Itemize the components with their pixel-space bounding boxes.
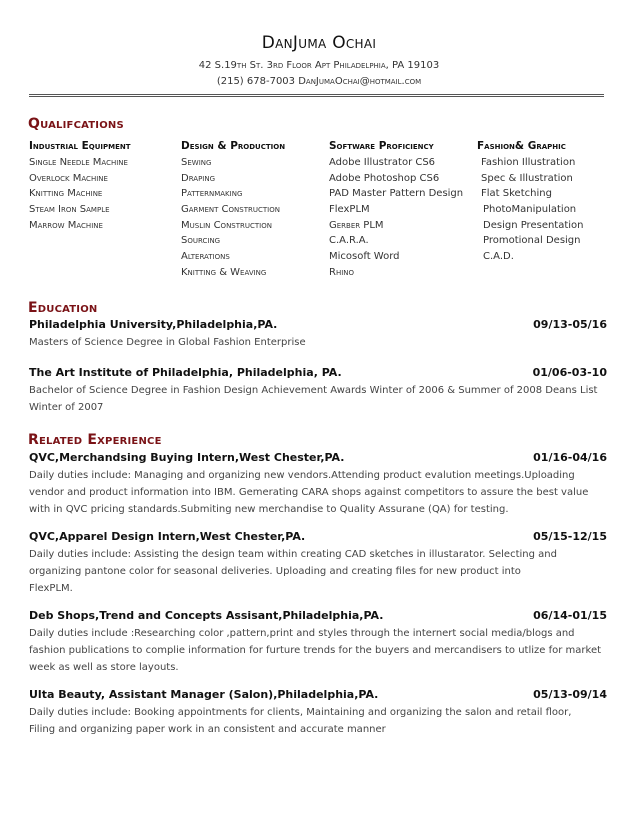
description-line: Daily duties include: Managing and organizing new vendors.Attending product evalution meetings.Uploading (29, 470, 575, 481)
qualification-item: Garment Construction (181, 204, 280, 216)
description-line: week as well as store layouts. (29, 662, 179, 673)
contact-line: (215) 678-7003 DanJumaOchai@hotmail.com (216, 76, 422, 87)
qualification-heading: Industrial Equipment (29, 140, 131, 152)
experience-entry-heading (29, 688, 607, 701)
qualification-heading: Software Proficiency (329, 140, 434, 152)
position: QVC,Merchandsing Buying Intern,West Chester,PA. (29, 451, 345, 464)
institution: Philadelphia University,Philadelphia,PA. (29, 318, 278, 331)
qualification-item: Design Presentation (483, 219, 584, 231)
qualification-item: Marrow Machine (29, 219, 103, 231)
position: QVC,Apparel Design Intern,West Chester,PA. (29, 530, 306, 543)
experience-entry-heading (29, 530, 607, 543)
qualification-item: Rhino (329, 266, 355, 278)
qualification-column-design (181, 138, 331, 281)
qualification-heading: Fashion& Graphic (477, 140, 566, 152)
qualification-item: Single Needle Machine (29, 157, 128, 168)
qualification-item: PhotoManipulation (483, 204, 577, 216)
description-line: Winter of 2007 (29, 402, 104, 413)
institution: The Art Institute of Philadelphia, Philadelphia, PA. (29, 366, 342, 379)
education-entry-description (29, 382, 609, 416)
qualification-item: Promotional Design (483, 235, 581, 247)
experience-entry-heading (29, 451, 607, 464)
date-range: 06/14-01/15 (533, 609, 607, 622)
qualification-item: Adobe Photoshop CS6 (329, 172, 440, 184)
date-range: 01/06-03-10 (532, 366, 607, 379)
qualification-item: Draping (181, 172, 216, 184)
description-line: Filing and organizing paper work in an consistent and accurate manner (29, 724, 386, 735)
qualifications-title: Qualifcations (28, 116, 124, 132)
date-range: 09/13-05/16 (533, 318, 607, 331)
education-entry-description (29, 334, 609, 351)
description-line: Daily duties include: Assisting the design team within creating CAD sketches in illustarator. Selecting and (29, 549, 557, 560)
education-entry-heading (29, 366, 607, 379)
qualification-item: Alterations (181, 251, 230, 263)
date-range: 05/15-12/15 (533, 530, 607, 543)
qualification-item: Steam Iron Sample (29, 204, 110, 216)
description-line: fashion publications to complie information for furture trends for the buyers and mercandisers to utlize for market (29, 645, 602, 656)
qualification-item: Patternmaking (181, 188, 243, 200)
address-line: 42 S.19th St. 3rd Floor Apt Philadelphia, PA 19103 (198, 60, 440, 71)
qualification-item: Adobe Illustrator CS6 (329, 157, 436, 168)
experience-entry-description (29, 546, 609, 597)
qualification-item: PAD Master Pattern Design (329, 188, 464, 200)
qualification-item: Sourcing (181, 235, 221, 247)
qualification-item: Knitting & Weaving (181, 266, 267, 278)
description-line: with in QVC pricing standards.Submiting new merchandise to Quality Assurane (QA) for testing. (29, 504, 509, 515)
qualification-item: C.A.R.A. (329, 235, 369, 247)
description-line: vendor and product information into IBM. Gemerating CARA shops against competitors to assure the best value (29, 487, 589, 498)
description-line: Daily duties include: Booking appointments for clients, Maintaining and organizing the salon and retail floor, (29, 707, 572, 718)
qualification-column-fashion (477, 138, 612, 265)
experience-entry-description (29, 625, 609, 676)
qualification-heading: Design & Production (181, 140, 286, 152)
qualification-item: Overlock Machine (29, 172, 108, 184)
education-title: Education (28, 300, 98, 316)
experience-entry-description (29, 704, 609, 738)
qualification-item: Flat Sketching (481, 188, 552, 200)
qualification-item: Sewing (181, 157, 212, 168)
experience-entry-description (29, 467, 609, 518)
description-line: FlexPLM. (29, 583, 73, 594)
qualification-item: FlexPLM (329, 204, 370, 216)
experience-title: Related Experience (28, 432, 162, 448)
qualification-column-software (329, 138, 479, 281)
qualification-item: Muslin Construction (181, 219, 272, 231)
qualification-item: Knitting Machine (29, 188, 103, 200)
date-range: 01/16-04/16 (533, 451, 607, 464)
candidate-name: DanJuma Ochai (261, 33, 377, 53)
qualification-item: Gerber PLM (329, 219, 384, 231)
description-line: organizing pantone color for seasonal deliveries. Uploading and creating files for new product into (29, 566, 521, 577)
qualification-item: C.A.D. (483, 251, 514, 263)
description-line: Bachelor of Science Degree in Fashion Design Achievement Awards Winter of 2006 & Summer of 2008 Deans List (29, 385, 598, 396)
qualification-item: Micosoft Word (329, 251, 400, 263)
description-line: Daily duties include :Researching color ,pattern,print and styles through the internert social media/blogs and (29, 628, 575, 639)
experience-entry-heading (29, 609, 607, 622)
qualification-column-industrial (29, 138, 179, 233)
date-range: 05/13-09/14 (533, 688, 607, 701)
position: Ulta Beauty, Assistant Manager (Salon),Philadelphia,PA. (29, 688, 379, 701)
education-entry-heading (29, 318, 607, 331)
position: Deb Shops,Trend and Concepts Assisant,Philadelphia,PA. (29, 609, 384, 622)
description-line: Masters of Science Degree in Global Fashion Enterprise (29, 337, 306, 348)
header-divider (29, 94, 604, 97)
qualification-item: Spec & Illustration (481, 172, 573, 184)
qualification-item: Fashion Illustration (481, 157, 576, 168)
